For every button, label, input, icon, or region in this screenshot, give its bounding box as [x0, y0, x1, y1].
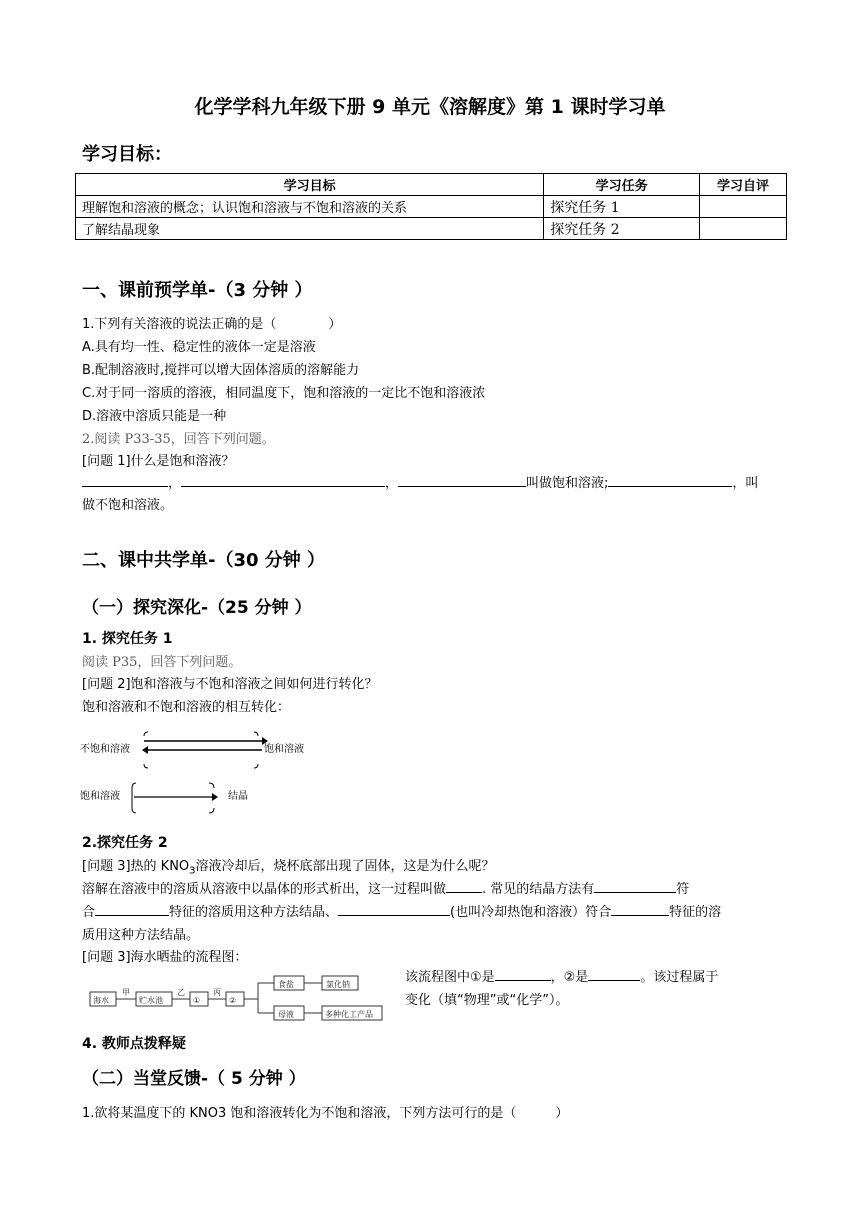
- column-header: 学习自评: [700, 174, 787, 196]
- self-eval-cell[interactable]: [700, 196, 787, 218]
- problem-3b: [问题 3]海水晒盐的流程图：: [82, 950, 248, 965]
- self-eval-cell[interactable]: [700, 218, 787, 240]
- diagram-label-saturated-2: 饱和溶液: [80, 791, 120, 802]
- section-mid-heading: 二、课中共学单-（30 分钟 ）: [82, 550, 326, 571]
- answer-blank[interactable]: [398, 472, 526, 487]
- read-instruction: 阅读 P35，回答下列问题。: [82, 655, 242, 670]
- flow-question-line-1: 该流程图中①是 ，②是 。该过程属于: [405, 966, 718, 985]
- fill-in-line: ， ， 叫做饱和溶液; ，叫: [82, 472, 758, 491]
- answer-blank[interactable]: [608, 472, 732, 487]
- question-1: 1.下列有关溶液的说法正确的是（ ）: [82, 317, 342, 332]
- bracket: [209, 808, 214, 813]
- answer-blank[interactable]: [588, 966, 640, 981]
- task-2-heading: 2.探究任务 2: [82, 835, 168, 851]
- crystallization-line-1: 溶解在溶液中的溶质从溶液中以晶体的形式析出，这一过程叫做 . 常见的结晶方法有 符: [82, 878, 689, 897]
- answer-blank[interactable]: [82, 472, 168, 487]
- bracket: [209, 783, 214, 788]
- table-header-row: [76, 174, 787, 196]
- option-a: A.具有均一性、稳定性的液体一定是溶液: [82, 340, 316, 355]
- goals-heading: 学习目标：: [82, 144, 172, 165]
- answer-blank[interactable]: [611, 901, 669, 916]
- task-1-heading: 1. 探究任务 1: [82, 631, 173, 647]
- table-row: [76, 218, 787, 240]
- bracket: [144, 732, 148, 736]
- flow-text: 母液: [278, 1010, 294, 1019]
- goal-cell: 了解结晶现象: [76, 218, 544, 240]
- goals-table: [75, 173, 787, 240]
- bracket: [132, 783, 136, 813]
- flow-text: 海水: [93, 996, 109, 1005]
- flow-text: 氯化钠: [326, 980, 350, 989]
- flow-text: ①: [193, 996, 201, 1005]
- flow-question-line-2: 变化（填“物理”或“化学”）。: [405, 993, 569, 1008]
- diagram-label-saturated: 饱和溶液: [264, 744, 304, 755]
- subsection-explore-heading: （一）探究深化-（25 分钟 ）: [82, 598, 312, 618]
- page-title: 化学学科九年级下册 9 单元《溶解度》第 1 课时学习单: [194, 96, 666, 118]
- crystallization-line-2: 合 特征的溶质用这种方法结晶、 (也叫冷却热饱和溶液）符合 特征的溶: [82, 901, 721, 920]
- conversion-label: 饱和溶液和不饱和溶液的相互转化：: [82, 700, 291, 715]
- question-2: 2.阅读 P33-35，回答下列问题。: [82, 432, 275, 447]
- answer-blank[interactable]: [594, 878, 676, 893]
- table-row: [76, 196, 787, 218]
- diagram-label-crystallize: 结晶: [228, 791, 248, 802]
- answer-blank[interactable]: [338, 901, 450, 916]
- task-cell: 探究任务 2: [544, 218, 700, 240]
- goal-cell: 理解饱和溶液的概念；认识饱和溶液与不饱和溶液的关系: [76, 196, 544, 218]
- flow-text: 多种化工产品: [325, 1010, 373, 1019]
- option-d: D.溶液中溶质只能是一种: [82, 409, 227, 424]
- answer-blank[interactable]: [181, 472, 385, 487]
- task-cell: 探究任务 1: [544, 196, 700, 218]
- section-pre-heading: 一、课前预学单-（3 分钟 ）: [82, 280, 313, 301]
- problem-3: [问题 3]热的 $KNO_3$溶液冷却后，烧杯底部出现了固体，这是为什么呢？: [82, 859, 495, 877]
- flow-text: 食盐: [278, 980, 294, 989]
- answer-blank[interactable]: [95, 901, 169, 916]
- flow-text: ②: [229, 996, 237, 1005]
- conversion-diagram: [78, 728, 338, 838]
- arrow-left-head: [142, 746, 148, 754]
- task-4-heading: 4. 教师点拨释疑: [82, 1036, 186, 1052]
- flow-text: 贮水池: [139, 996, 163, 1005]
- subsection-feedback-heading: （二）当堂反馈-（ 5 分钟 ）: [82, 1069, 306, 1089]
- sea-salt-flowchart: [78, 966, 390, 1026]
- problem-1: [问题 1]什么是饱和溶液？: [82, 454, 235, 469]
- column-header: 学习任务: [544, 174, 700, 196]
- bracket: [254, 732, 258, 736]
- diagram-label-unsaturated: 不饱和溶液: [80, 744, 130, 755]
- flow-text: 丙: [213, 988, 221, 997]
- flow-text: 乙: [177, 988, 185, 997]
- option-c: C.对于同一溶质的溶液，相同温度下，饱和溶液的一定比不饱和溶液浓: [82, 386, 486, 401]
- fill-in-line-end: 做不饱和溶液。: [82, 498, 174, 513]
- arrow-crystallize-head: [212, 793, 218, 801]
- bracket: [254, 764, 258, 768]
- problem-2: [问题 2]饱和溶液与不饱和溶液之间如何进行转化？: [82, 677, 378, 692]
- flow-text: 甲: [122, 988, 130, 997]
- crystallization-line-3: 质用这种方法结晶。: [82, 928, 200, 943]
- option-b: B.配制溶液时,搅拌可以增大固体溶质的溶解能力: [82, 363, 360, 378]
- answer-blank[interactable]: [446, 878, 482, 893]
- feedback-question-1: 1.欲将某温度下的 KNO3 饱和溶液转化为不饱和溶液，下列方法可行的是（ ）: [82, 1106, 569, 1121]
- answer-blank[interactable]: [495, 966, 551, 981]
- column-header: 学习目标: [76, 174, 544, 196]
- bracket: [144, 764, 148, 768]
